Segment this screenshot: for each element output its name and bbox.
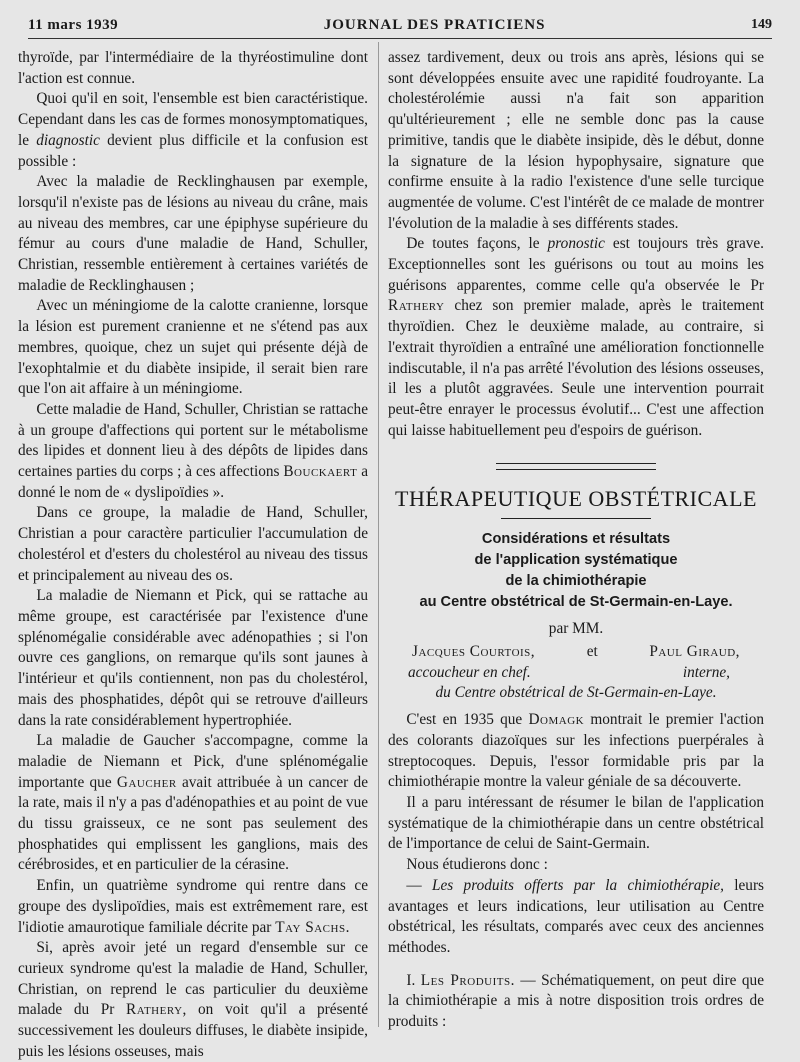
column-divider <box>378 42 379 1027</box>
paragraph: Dans ce groupe, la maladie de Hand, Schuller, Christian a pour caractère particulier l'accumulation de cholestérol et d'esters du cholestérol au niveau des tissus et principalement au niveau des os. <box>18 504 368 584</box>
paragraph: I. Les Produits. — Schématiquement, on peut dire que la chimiothérapie a mis à notre disposition trois ordres de produits : <box>388 971 764 1031</box>
paragraph: thyroïde, par l'intermédiaire de la thyréostimuline dont l'action est connue. <box>18 49 368 87</box>
section-separator <box>496 463 656 470</box>
article-title: Considérations et résultats de l'application systématique de la chimiothérapie au Centre obstétrical de St-Germain-en-Laye. <box>419 531 733 611</box>
journal-title: JOURNAL DES PRATICIENS <box>323 16 546 33</box>
paragraph: — Les produits offerts par la chimiothérapie, leurs avantages et leurs indications, leur utilisation au Centre obstétrical, les résultats, comparés avec ceux des anciennes méthodes. <box>388 876 765 956</box>
header-date: 11 mars 1939 <box>28 16 119 33</box>
paragraph: Avec un méningiome de la calotte cranienne, lorsque la lésion est purement cranienne et ne s'étend pas aux membres, quoique, chez un sujet qui présente déjà de l'exophtalmie et du diabète insipide, il serait bien rare que l'on ait affaire à un méningiome. <box>18 297 368 398</box>
affiliation: du Centre obstétrical de St-Germain-en-Laye. <box>435 684 717 702</box>
section-title: THÉRAPEUTIQUE OBSTÉTRICALE <box>395 486 757 512</box>
paragraph: Enfin, un quatrième syndrome qui rentre dans ce groupe des dyslipoïdies, mais est extrêmement rare, est l'idiotie amaurotique familiale décrite par Tay Sachs. <box>18 877 368 936</box>
title-rule <box>501 518 651 519</box>
paragraph: Si, après avoir jeté un regard d'ensemble sur ce curieux syndrome qu'est la maladie de Hand, Schuller, Christian, on reprend le cas particulier du deuxième malade du Pr Rathery, on voit qu'il a présenté successivement les douleurs diffuses, le diabète insipide, puis les lésions osseuses, mais <box>18 939 368 1060</box>
paragraph: Cette maladie de Hand, Schuller, Christian se rattache à un groupe d'affections qui portent sur le métabolisme des lipides et donnent lieu à des dépôts de lipides dans certaines parties du corps ; à ces affections Bouckaert a donné le nom de « dyslipoïdies ». <box>18 400 368 501</box>
author-conjunction: et <box>586 643 598 661</box>
authors <box>388 642 764 663</box>
paragraph: De toutes façons, le pronostic est toujours très grave. Exceptionnelles sont les guérisons ou tout au moins les guérisons apparentes, comme celle qu'a observée le Pr Rathery chez son premier malade, après le traitement thyroïdien. Chez le deuxième malade, au contraire, si l'extrait thyroïdien a entraîné une amélioration fonctionnelle indiscutable, il n'a pas arrêté l'évolution des lésions osseuses, il les a plutôt aggravées. Seule une intervention pourrait peut-être enrayer le processus évolutif... C'est une affection qui laisse habituellement peu d'espoirs de guérison. <box>388 235 765 439</box>
paragraph: C'est en 1935 que Domagk montrait le premier l'action des colorants diazoïques sur les infections puerpérales à streptocoques. Depuis, l'essor formidable pris par la chimiothérapie montre la valeur géniale de sa découverte. <box>388 711 764 791</box>
author-roles: accoucheur en chef. interne, <box>408 663 730 681</box>
page-number: 149 <box>751 17 772 32</box>
author-courtois: Jacques Courtois, <box>412 643 536 661</box>
running-header <box>28 12 772 39</box>
author-giraud: Paul Giraud, <box>649 643 740 661</box>
paragraph: Nous étudierons donc : <box>406 856 548 874</box>
paragraph: Quoi qu'il en soit, l'ensemble est bien caractéristique. Cependant dans les cas de formes monosymptomatiques, le diagnostic devient plus difficile et la confusion est possible : <box>18 90 368 170</box>
paragraph: La maladie de Niemann et Pick, qui se rattache au même groupe, est caractérisée par l'existence d'une splénomégalie considérable avec adénopathies ; si l'on ouvre ces ganglions, on remarque qu'ils sont jaunes à l'intérieur et qu'ils contiennent, non pas du cholestérol, mais des phosphatides, dépôt qui se retrouve d'ailleurs dans la rate considérablement hypertrophiée. <box>18 587 368 729</box>
paragraph: assez tardivement, deux ou trois ans après, lésions qui se sont développées ensuite avec une rapidité foudroyante. La cholestérolémie aussi n'a fait son apparition qu'ultérieurement ; elle ne semble donc pas la cause primitive, tandis que le diabète insipide, dès le début, donne la signature de la lésion hypophysaire, signature que confirme ensuite à la radio l'existence d'une selle turcique augmentée de volume. C'est l'intérêt de ce malade de montrer l'évolution de la maladie à ses différents stades. <box>388 49 764 232</box>
right-column <box>388 48 764 1033</box>
paragraph: La maladie de Gaucher s'accompagne, comme la maladie de Niemann et Pick, d'une splénomégalie importante que Gaucher avait attribuée à un cancer de la rate, mais il n'y a pas d'adénopathies et au point de vue du tissu graisseux, ce ne sont pas seulement des phosphatides qui emplissent les ganglions, mais des cérébrosides, et en particulier de la cérasine. <box>18 732 369 874</box>
paragraph: Avec la maladie de Recklinghausen par exemple, lorsqu'il n'existe pas de lésions au niveau du crâne, mais au niveau des membres, car une épiphyse supérieure du fémur au cours d'une maladie de Hand, Schuller, Christian, ressemble entièrement à certaines variétés de maladie de Recklinghausen ; <box>18 173 368 294</box>
byline: par MM. <box>548 620 604 638</box>
paragraph: Il a paru intéressant de résumer le bilan de l'application systématique de la chimiothérapie dans un centre obstétrical de l'importance de celui de Saint-Germain. <box>388 793 764 853</box>
left-column <box>18 48 368 1062</box>
